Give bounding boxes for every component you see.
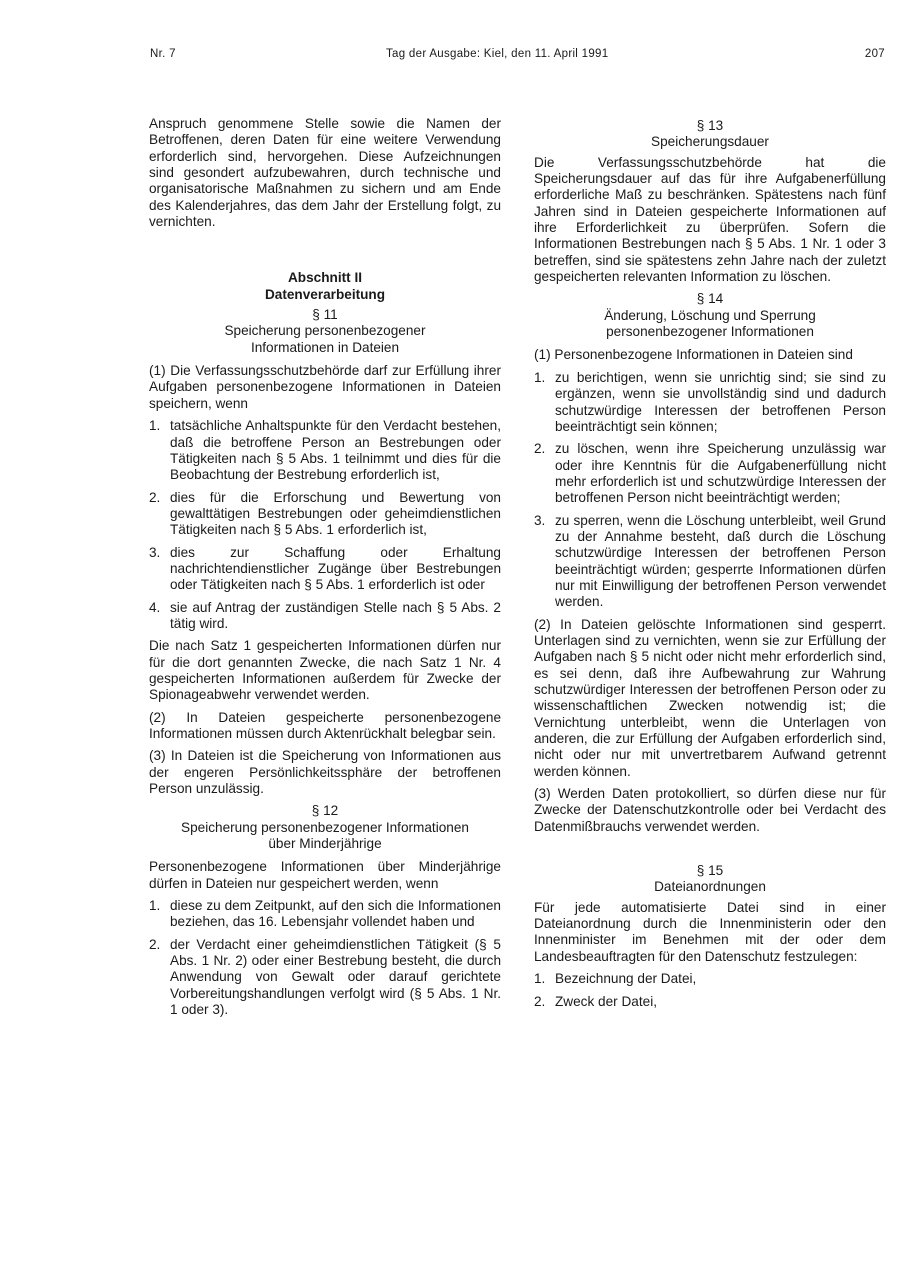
list-number: 1.	[149, 418, 161, 434]
list-text: tatsächliche Anhaltspunkte für den Verdacht bestehen, daß die betroffene Person an Bestrebungen oder Tätigkeiten nach § 5 Abs. 1 teilnimmt und dies für die Beobachtung der Bestrebung erforderlich ist,	[170, 418, 501, 483]
list-item	[149, 490, 501, 539]
section-13-title: Speicherungsdauer	[651, 134, 769, 150]
section-11-paragraph-3: (3) In Dateien ist die Speicherung von Informationen aus der engeren Persönlichkeitssphäre der betroffenen Person unzulässig.	[149, 748, 501, 797]
section-15-title: Dateianordnungen	[654, 879, 766, 895]
section-14-list	[534, 370, 886, 611]
left-column	[149, 116, 501, 1025]
list-number: 1.	[534, 369, 546, 385]
list-item	[534, 513, 886, 611]
section-11-title-line1: Speicherung personenbezogener	[224, 323, 426, 339]
list-number: 2.	[534, 441, 546, 457]
issue-number: Nr. 7	[150, 48, 176, 60]
list-text: zu berichtigen, wenn sie unrichtig sind; sie sind zu ergänzen, wenn sie unvollständig sind und dadurch schutzwürdige Interessen der betroffenen Person beeinträchtigt sein können;	[555, 369, 886, 434]
section-14-paragraph-2: (2) In Dateien gelöschte Informationen sind gesperrt. Unterlagen sind zu vernichten, wenn sie zur Erfüllung der Aufgaben nach § 5 nicht oder nicht mehr erforderlich sind, es sei denn, daß ihre Aufbewahrung zur Wahrung schutzwürdiger Interessen der betroffenen Person oder zu wissenschaftlichen Zwecken notwendig ist; die Vernichtung unterbleibt, wenn die Unterlagen von anderen, die zur Erfüllung der Aufgaben erforderlich sind, nicht oder nur mit unvertretbarem Aufwand getrennt werden können.	[534, 616, 886, 779]
list-text: Zweck der Datei,	[555, 993, 657, 1009]
list-text: dies für die Erforschung und Bewertung von gewalttätigen Bestrebungen oder geheimdienstlichen Tätigkeiten nach § 5 Abs. 1 erforderlich ist,	[170, 489, 501, 538]
list-item	[534, 971, 886, 987]
page-number: 207	[864, 48, 885, 60]
list-item	[149, 898, 501, 931]
list-item	[149, 600, 501, 633]
section-11-paragraph-2: (2) In Dateien gespeicherte personenbezogene Informationen müssen durch Aktenrückhalt belegbar sein.	[149, 709, 501, 741]
section-12-paragraph-1: Personenbezogene Informationen über Minderjährige dürfen in Dateien nur gespeichert werden, wenn	[149, 859, 501, 891]
list-text: zu sperren, wenn die Löschung unterbleibt, weil Grund zu der Annahme besteht, daß durch die Löschung schutzwürdige Interessen der betroffenen Person beeinträchtigt würden; gesperrte Informationen dürfen nur mit Einwilligung der betroffenen Person verwendet werden.	[555, 512, 886, 610]
section-14-title-line1: Änderung, Löschung und Sperrung	[604, 307, 816, 323]
dateline: Tag der Ausgabe: Kiel, den 11. April 1991	[386, 48, 609, 60]
list-text: diese zu dem Zeitpunkt, auf den sich die Informationen beziehen, das 16. Lebensjahr vollendet haben und	[170, 898, 501, 930]
section-12-list	[149, 898, 501, 1018]
section-15-number: § 15	[696, 863, 724, 879]
section-14-paragraph-1: (1) Personenbezogene Informationen in Dateien sind	[534, 347, 853, 363]
section-11-paragraph-after-list: Die nach Satz 1 gespeicherten Informationen dürfen nur für die dort genannten Zwecke, die nach Satz 1 Nr. 4 gespeicherten Informationen außerdem für Zwecke der Spionageabwehr verwendet werden.	[149, 638, 501, 703]
list-text: sie auf Antrag der zuständigen Stelle nach § 5 Abs. 2 tätig wird.	[170, 599, 501, 631]
section-11-paragraph-1: (1) Die Verfassungsschutzbehörde darf zur Erfüllung ihrer Aufgaben personenbezogene Informationen in Dateien speichern, wenn	[149, 363, 501, 411]
section-12-title-line2: über Minderjährige	[268, 836, 382, 852]
list-item	[149, 545, 501, 594]
section-13-paragraph-1: Die Verfassungsschutzbehörde hat die Speicherungsdauer auf das für ihre Aufgabenerfüllung erforderliche Maß zu beschränken. Spätestens nach fünf Jahren sind in Dateien gespeicherte Informationen auf ihre Erforderlichkeit zu überprüfen. Sofern die Informationen Bestrebungen nach § 5 Abs. 1 Nr. 1 oder 3 betreffen, sind sie spätestens zehn Jahre nach der zuletzt gespeicherten relevanten Information zu löschen.	[534, 154, 886, 285]
chapter-title: Datenverarbeitung	[264, 286, 386, 302]
section-12-number: § 12	[311, 803, 339, 819]
list-text: der Verdacht einer geheimdienstlichen Tätigkeit (§ 5 Abs. 1 Nr. 2) oder einer Bestrebung besteht, die durch Anwendung von Gewalt oder darauf gerichtete Vorbereitungshandlungen verfolgt wird (§ 5 Abs. 1 Nr. 1 oder 3).	[170, 936, 501, 1018]
section-15-paragraph-1: Für jede automatisierte Datei sind in einer Dateianordnung durch die Innenministerin oder den Innenminister im Benehmen mit der oder dem Landesbeauftragten für den Datenschutz festzulegen:	[534, 899, 886, 964]
intro-paragraph: Anspruch genommene Stelle sowie die Namen der Betroffenen, deren Daten für eine weitere Verwendung erforderlich sind, hervorgehen. Diese Aufzeichnungen sind gesondert aufzubewahren, durch technische und organisatorische Maßnahmen zu sichern und am Ende des Kalenderjahres, das dem Jahr der Erstellung folgt, zu vernichten.	[149, 116, 501, 230]
list-text: Bezeichnung der Datei,	[555, 971, 697, 987]
right-column	[534, 118, 886, 1016]
list-text: dies zur Schaffung oder Erhaltung nachrichtendienstlicher Zugänge über Bestrebungen oder Tätigkeiten nach § 5 Abs. 1 erforderlich ist oder	[170, 544, 501, 593]
section-13-number: § 13	[696, 118, 724, 133]
list-item	[149, 418, 501, 483]
list-number: 2.	[149, 489, 161, 505]
section-12-title-line1: Speicherung personenbezogener Informationen	[181, 819, 469, 835]
page-header	[150, 48, 885, 66]
section-14-paragraph-3: (3) Werden Daten protokolliert, so dürfen diese nur für Zwecke der Datenschutzkontrolle oder bei Verdacht des Datenmißbrauchs verwendet werden.	[534, 786, 886, 834]
list-text: zu löschen, wenn ihre Speicherung unzulässig war oder ihre Kenntnis für die Aufgabenerfüllung nicht mehr erforderlich ist und schutzwürdige Interessen der betroffenen Person nicht beeinträchtigt werden;	[555, 441, 886, 506]
list-number: 3.	[534, 512, 546, 528]
section-11-number: § 11	[312, 307, 338, 323]
section-15-list	[534, 971, 886, 1010]
list-item	[534, 441, 886, 506]
list-number: 1.	[149, 898, 161, 914]
list-number: 1.	[534, 971, 546, 987]
list-number: 2.	[149, 936, 161, 952]
section-14-title-line2: personenbezogener Informationen	[606, 324, 814, 340]
section-14-number: § 14	[696, 291, 724, 307]
list-number: 2.	[534, 993, 546, 1009]
list-item	[534, 994, 886, 1010]
list-number: 4.	[149, 599, 161, 615]
section-11-list	[149, 418, 501, 632]
section-11-title-line2: Informationen in Dateien	[250, 339, 400, 355]
list-item	[534, 370, 886, 435]
list-number: 3.	[149, 544, 161, 560]
chapter-label: Abschnitt II	[287, 270, 362, 286]
list-item	[149, 937, 501, 1019]
